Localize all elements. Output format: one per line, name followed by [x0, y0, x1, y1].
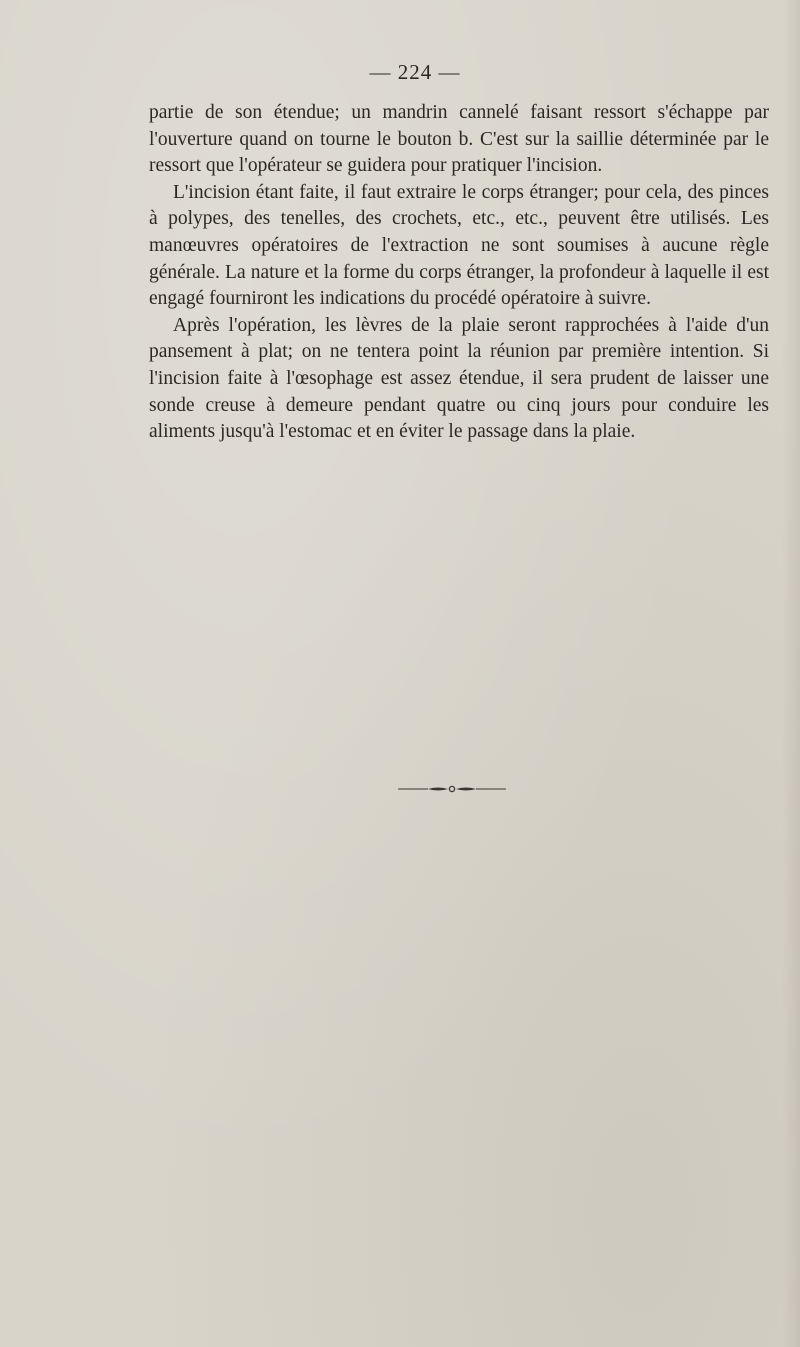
tailpiece-ornament-icon	[398, 781, 506, 797]
paragraph-incision: L'incision étant faite, il faut extraire le corps étranger; pour cela, des pinces à polypes, des tenelles, des crochets, etc., etc., peuvent être utilisés. Les manœuvres opératoires de l'extraction ne sont soumises à aucune règle générale. La nature et la forme du corps étranger, la profondeur à laquelle il est engagé fourniront les indications du procédé opératoire à suivre.	[149, 181, 769, 310]
paragraph-after-operation: Après l'opération, les lèvres de la plaie seront rapprochées à l'aide d'un pansement à plat; on ne tentera point la réunion par première intention. Si l'incision faite à l'œsophage est assez étendue, il sera prudent de laisser une sonde creuse à demeure pendant quatre ou cinq jours pour conduire les aliments jusqu'à l'estomac et en éviter le passage dans la plaie.	[149, 314, 769, 443]
page-number-label: — 224 —	[369, 60, 461, 84]
paragraph-continuation: partie de son étendue; un mandrin cannelé faisant ressort s'échappe par l'ouverture quand on tourne le bouton b. C'est sur la saillie déterminée par le ressort que l'opérateur se guidera pour pratiquer l'incision.	[149, 102, 769, 177]
body-text	[149, 100, 769, 446]
page-edge-shadow	[782, 0, 800, 1347]
page-number	[0, 60, 800, 85]
